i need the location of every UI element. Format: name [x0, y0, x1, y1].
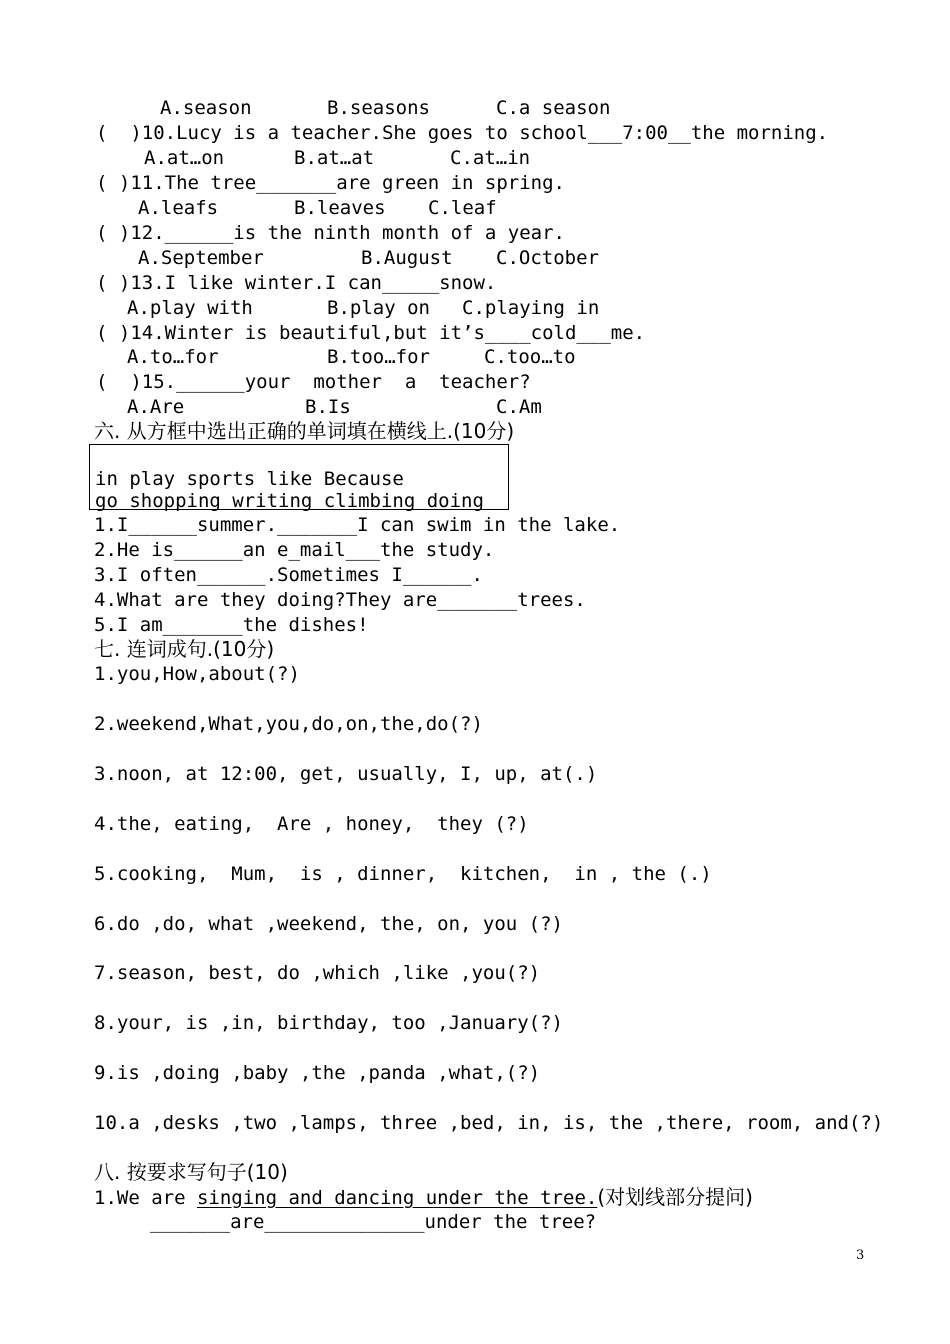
q14-option-c: C.too…to [484, 346, 576, 368]
section7-item-9: 9.is ,doing ,baby ,the ,panda ,what,(?) [94, 1062, 541, 1084]
section7-item-7: 7.season, best, do ,which ,like ,you(?) [94, 962, 541, 984]
section7-item-6: 6.do ,do, what ,weekend, the, on, you (?) [94, 913, 563, 935]
q15-option-c: C.Am [496, 396, 542, 418]
q13-option-b: B.play on [327, 297, 430, 319]
section8-q1 [94, 1185, 753, 1210]
q14-option-a: A.to…for [127, 346, 219, 368]
section6-heading: 六. 从方框中选出正确的单词填在横线上.(10分) [94, 419, 515, 443]
q14-option-b: B.too…for [327, 346, 430, 368]
q13-option-a: A.play with [127, 297, 253, 319]
section7-item-3: 3.noon, at 12:00, get, usually, I, up, at(.) [94, 763, 598, 785]
section7-item-4: 4.the, eating, Are , honey, they (?) [94, 813, 529, 835]
q10-option-b: B.at…at [294, 147, 375, 169]
q14-stem: ( )14.Winter is beautiful,but it’s____cold___me. [96, 322, 646, 344]
section7-item-2: 2.weekend,What,you,do,on,the,do(?) [94, 713, 483, 735]
section6-item-1: 1.I______summer._______I can swim in the lake. [94, 514, 621, 536]
q11-stem: ( )11.The tree_______are green in spring. [96, 172, 565, 194]
q9-option-a: A.season [160, 97, 252, 119]
page-number: 3 [856, 1248, 865, 1263]
section8-q1-prefix: 1.We are [94, 1187, 197, 1209]
q15-stem: ( )15.______your mother a teacher? [96, 371, 531, 393]
section6-item-2: 2.He is______an e_mail___the study. [94, 539, 495, 561]
section7-item-1: 1.you,How,about(?) [94, 663, 300, 685]
q13-option-c: C.playing in [462, 297, 600, 319]
q15-option-a: A.Are [127, 396, 185, 418]
q10-option-a: A.at…on [144, 147, 225, 169]
section8-q1-note: (对划线部分提问) [597, 1185, 753, 1209]
section7-item-10: 10.a ,desks ,two ,lamps, three ,bed, in, is, the ,there, room, and(?) [94, 1112, 884, 1134]
q11-option-a: A.leafs [138, 197, 219, 219]
q11-option-b: B.leaves [294, 197, 386, 219]
q10-stem: ( )10.Lucy is a teacher.She goes to school___7:00__the morning. [96, 122, 829, 144]
q12-stem: ( )12.______is the ninth month of a year. [96, 222, 565, 244]
section6-item-4: 4.What are they doing?They are_______trees. [94, 589, 586, 611]
q12-option-b: B.August [361, 247, 453, 269]
section7-heading: 七. 连词成句.(10分) [94, 637, 275, 661]
section8-q1-underlined: singing and dancing under the tree. [196, 1187, 598, 1209]
q11-option-c: C.leaf [428, 197, 497, 219]
q12-option-c: C.October [496, 247, 599, 269]
q13-stem: ( )13.I like winter.I can_____snow. [96, 272, 497, 294]
q9-option-b: B.seasons [327, 97, 430, 119]
section6-item-5: 5.I am_______the dishes! [94, 614, 369, 636]
word-bank-line-1: in play sports like Because [95, 468, 404, 490]
section7-item-5: 5.cooking, Mum, is , dinner, kitchen, in , the (.) [94, 863, 712, 885]
q9-option-c: C.a season [496, 97, 611, 119]
section8-q1-answer: _______are______________under the tree? [150, 1211, 597, 1233]
section7-item-8: 8.your, is ,in, birthday, too ,January(?) [94, 1012, 563, 1034]
q12-option-a: A.September [138, 247, 264, 269]
word-bank-line-2: go shopping writing climbing doing [95, 490, 484, 512]
section6-item-3: 3.I often______.Sometimes I______. [94, 564, 483, 586]
q10-option-c: C.at…in [450, 147, 531, 169]
section8-heading: 八. 按要求写句子(10) [94, 1160, 288, 1184]
q15-option-b: B.Is [305, 396, 351, 418]
